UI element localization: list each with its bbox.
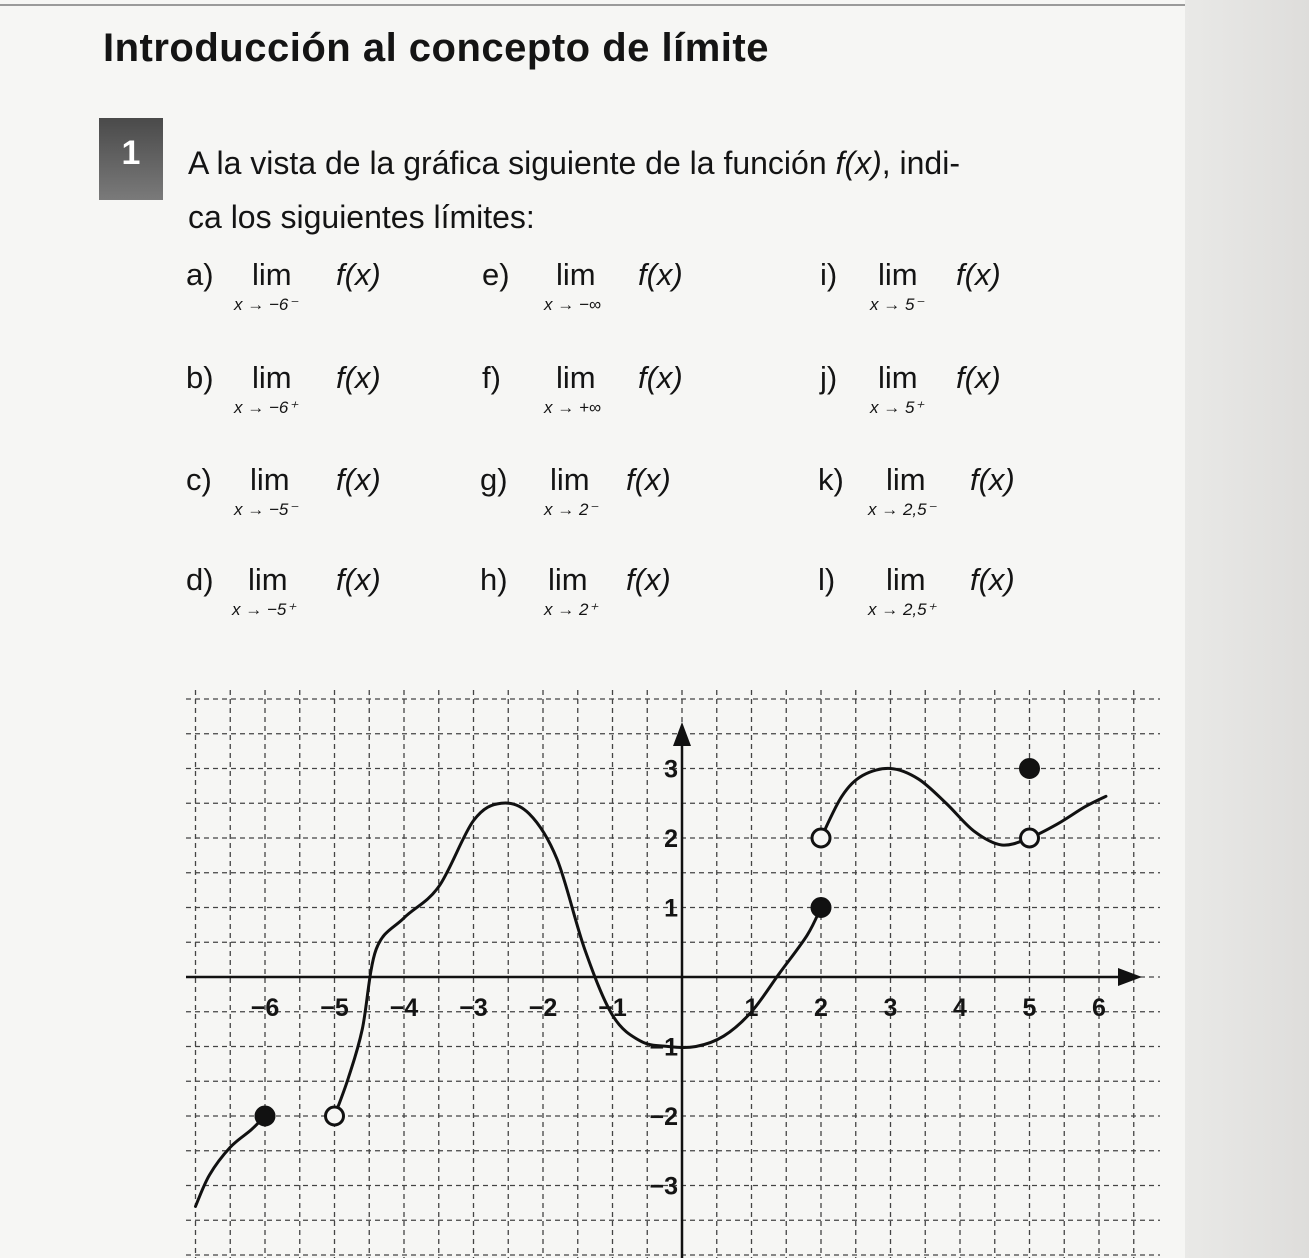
limit-approach: x → 2⁻ — [544, 500, 598, 519]
prompt-function-name: f(x) — [835, 145, 882, 181]
x-tick-label: −6 — [250, 994, 280, 1022]
closed-point — [812, 899, 830, 917]
x-tick-label: −1 — [598, 994, 627, 1022]
prompt-text-2: , indi- — [881, 145, 960, 181]
x-tick-label: −3 — [459, 994, 488, 1022]
limit-expression: f(x) — [638, 360, 683, 395]
limit-lim: lim — [248, 562, 288, 597]
limit-approach: x → −6⁻ — [234, 295, 298, 314]
x-tick-label: 3 — [883, 994, 898, 1022]
limit-approach: x → 5⁺ — [870, 398, 924, 417]
limit-expression: f(x) — [336, 462, 381, 497]
limit-letter: g) — [480, 462, 508, 497]
limit-letter: i) — [820, 257, 838, 292]
prompt-text-1: A la vista de la gráfica siguiente de la función — [188, 145, 836, 181]
x-tick-label: −2 — [528, 994, 558, 1022]
y-tick-label: 1 — [664, 894, 678, 923]
page-title: Introducción al concepto de límite — [103, 26, 769, 70]
limit-lim: lim — [556, 360, 596, 395]
limit-approach: x → −5⁻ — [234, 500, 298, 519]
limit-letter: c) — [186, 462, 212, 497]
limit-letter: j) — [820, 360, 838, 395]
y-tick-label: −1 — [649, 1033, 678, 1062]
limit-expression: f(x) — [336, 562, 381, 597]
open-point — [326, 1107, 344, 1125]
limit-letter: a) — [186, 257, 214, 292]
x-axis-arrow-icon — [1118, 968, 1142, 986]
open-point — [1021, 829, 1039, 847]
limit-approach: x → 2,5⁺ — [868, 600, 936, 619]
y-tick-label: 2 — [664, 825, 678, 853]
limit-lim: lim — [550, 462, 590, 497]
limit-expression: f(x) — [638, 257, 683, 292]
limit-expression: f(x) — [956, 257, 1001, 292]
limit-lim: lim — [548, 562, 588, 597]
x-tick-label: −5 — [320, 994, 349, 1022]
limit-approach: x → −6⁺ — [234, 398, 298, 417]
closed-point — [1021, 760, 1039, 778]
x-tick-label: 2 — [814, 994, 828, 1022]
limit-lim: lim — [252, 257, 292, 292]
graph-curves — [196, 768, 1106, 1206]
limit-expression: f(x) — [970, 562, 1015, 597]
y-tick-label: 3 — [664, 755, 678, 784]
limit-expression: f(x) — [336, 360, 381, 395]
limit-expression: f(x) — [970, 462, 1015, 497]
limit-lim: lim — [886, 562, 926, 597]
limit-expression: f(x) — [956, 360, 1001, 395]
limit-letter: k) — [818, 462, 844, 497]
limit-letter: e) — [482, 257, 510, 292]
limit-expression: f(x) — [336, 257, 381, 292]
limit-approach: x → +∞ — [544, 398, 601, 417]
y-tick-label: −3 — [649, 1172, 678, 1201]
limit-approach: x → −5⁺ — [232, 600, 296, 619]
limit-expression: f(x) — [626, 562, 671, 597]
open-point — [812, 829, 830, 847]
limit-letter: f) — [482, 360, 501, 395]
limit-letter: h) — [480, 562, 508, 597]
limit-lim: lim — [250, 462, 290, 497]
limit-letter: b) — [186, 360, 214, 395]
prompt-text-3: ca los siguientes límites: — [188, 199, 535, 235]
limit-lim: lim — [252, 360, 292, 395]
x-tick-label: 6 — [1092, 994, 1106, 1022]
limit-approach: x → 5⁻ — [870, 295, 924, 314]
x-tick-label: 1 — [744, 994, 759, 1022]
limit-letter: l) — [818, 562, 836, 597]
limit-approach: x → 2,5⁻ — [868, 500, 936, 519]
limit-lim: lim — [878, 257, 918, 292]
limit-lim: lim — [878, 360, 918, 395]
limit-lim: lim — [556, 257, 596, 292]
limit-letter: d) — [186, 562, 214, 597]
exercise-number-badge: 1 — [99, 118, 163, 200]
x-tick-label: −4 — [389, 994, 419, 1022]
limit-expression: f(x) — [626, 462, 671, 497]
y-tick-label: −2 — [649, 1103, 678, 1131]
limit-lim: lim — [886, 462, 926, 497]
closed-point — [256, 1107, 274, 1125]
x-tick-label: 4 — [953, 994, 967, 1022]
function-curve-segment-3 — [821, 768, 1106, 845]
x-tick-label: 5 — [1022, 994, 1037, 1022]
limit-approach: x → −∞ — [544, 295, 601, 314]
limit-approach: x → 2⁺ — [544, 600, 598, 619]
